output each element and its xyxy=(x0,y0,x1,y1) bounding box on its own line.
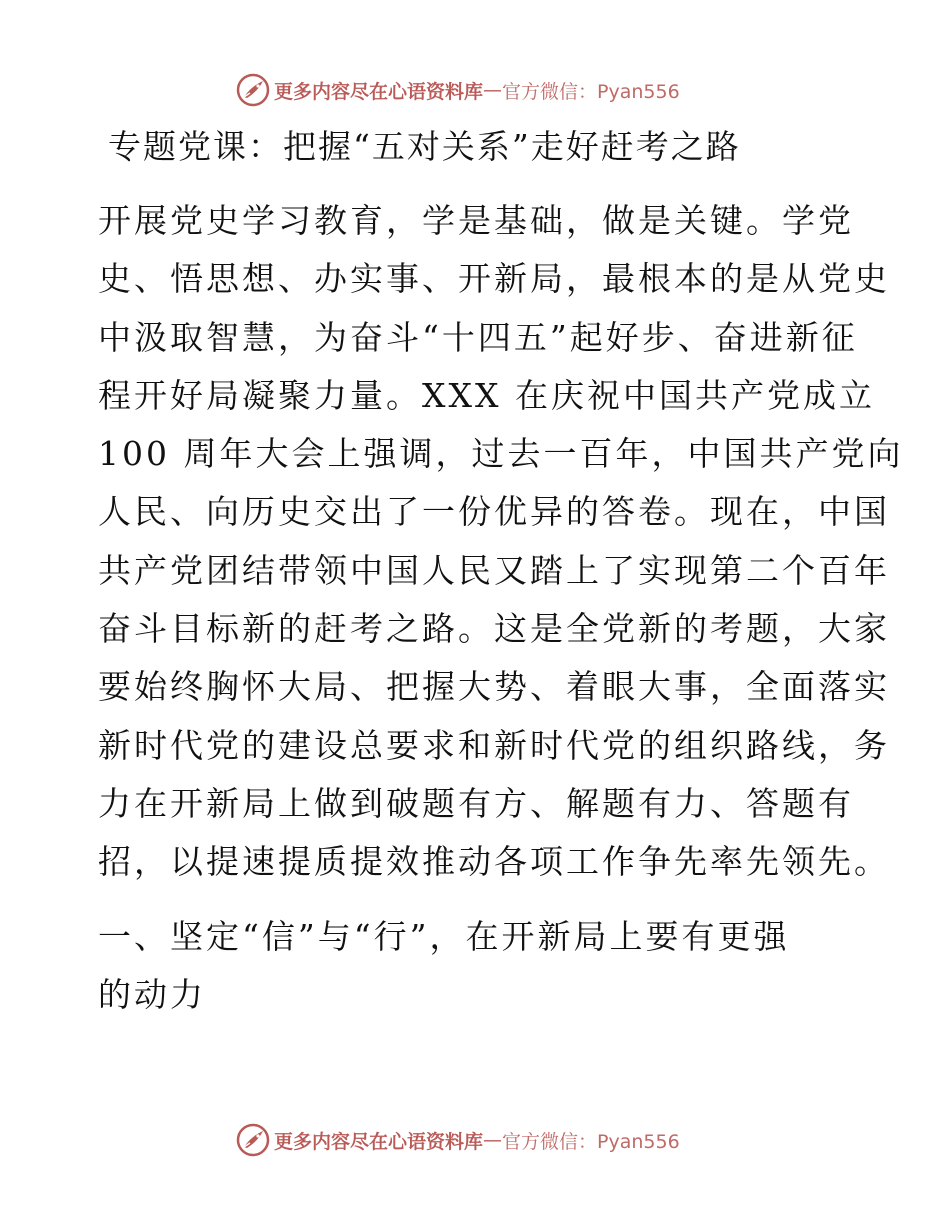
document-title: 专题党课：把握“五对关系”走好赶考之路 xyxy=(108,127,741,166)
section-heading xyxy=(98,908,789,1025)
text-line: 力在开新局上做到破题有方、解题有力、答题有 xyxy=(98,783,854,823)
text-line: 人民、向历史交出了一份优异的答卷。现在，中国 xyxy=(98,492,890,532)
pen-logo-icon xyxy=(236,1123,270,1157)
text-line: 开展党史学习教育，学是基础，做是关键。学党 xyxy=(98,201,854,240)
banner-wechat: 官方微信：Pyan556 xyxy=(502,80,680,103)
footer-banner xyxy=(236,1122,680,1158)
text-line: 共产党团结带领中国人民又踏上了实现第二个百年 xyxy=(98,550,890,590)
text-line: 史、悟思想、办实事、开新局，最根本的是从党史 xyxy=(98,259,890,299)
banner-dash: — xyxy=(483,79,503,101)
heading-line: 的动力 xyxy=(98,975,206,1015)
heading-line: 一、坚定“信”与“行”，在开新局上要有更强 xyxy=(98,917,790,956)
text-line: 100 周年大会上强调，过去一百年，中国共产党向 xyxy=(98,434,904,474)
intro-paragraph xyxy=(98,192,903,892)
banner-text: 更多内容尽在心语资料库 xyxy=(274,1130,484,1153)
banner-wechat: 官方微信：Pyan556 xyxy=(502,1130,680,1153)
pen-logo-icon xyxy=(236,73,270,107)
text-line: 新时代党的建设总要求和新时代党的组织路线，务 xyxy=(98,725,890,765)
text-line: 程开好局凝聚力量。XXX 在庆祝中国共产党成立 xyxy=(98,375,875,415)
text-line: 要始终胸怀大局、把握大势、着眼大事，全面落实 xyxy=(98,667,890,707)
text-line: 中汲取智慧，为奋斗“十四五”起好步、奋进新征 xyxy=(98,317,858,357)
text-line: 招，以提速提质提效推动各项工作争先率先领先。 xyxy=(98,842,890,882)
text-line: 奋斗目标新的赶考之路。这是全党新的考题，大家 xyxy=(98,609,890,649)
banner-text: 更多内容尽在心语资料库 xyxy=(274,80,484,103)
header-banner xyxy=(236,72,680,108)
banner-dash: — xyxy=(483,1129,503,1151)
